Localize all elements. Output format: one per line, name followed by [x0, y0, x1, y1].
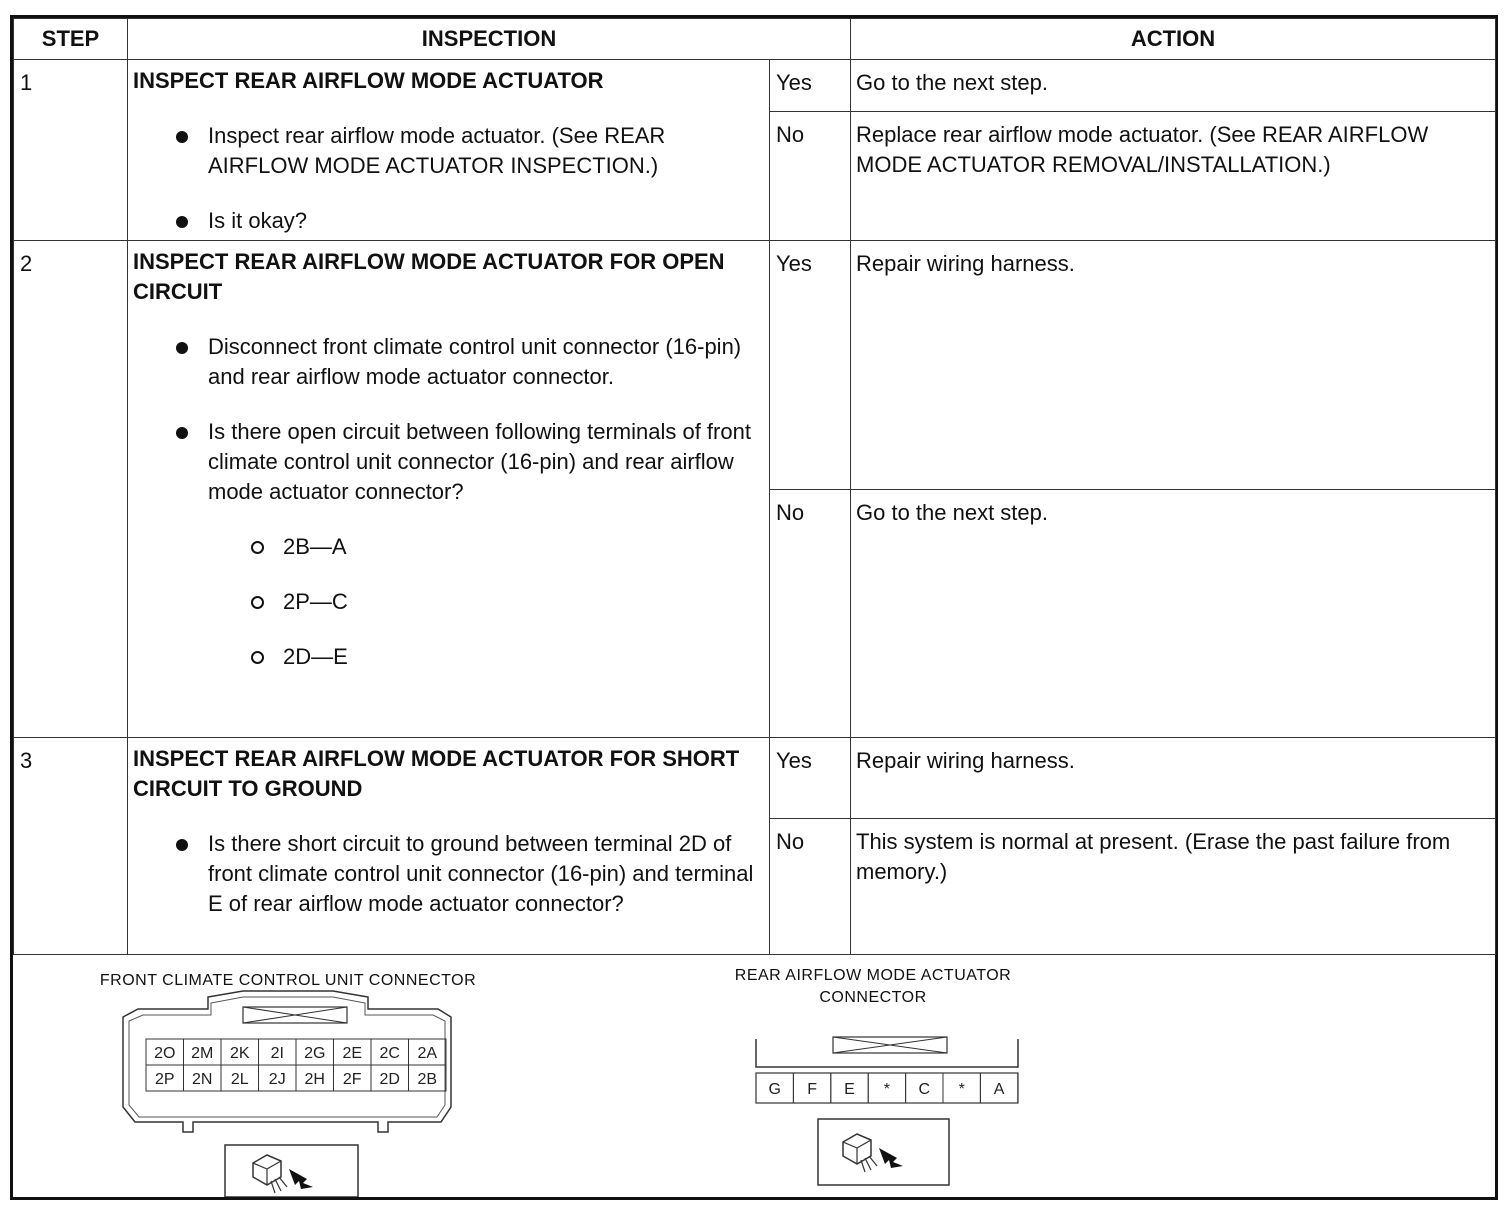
step-1-bullet-2: Is it okay? [133, 206, 761, 236]
svg-text:2M: 2M [191, 1045, 214, 1062]
sub-bullet-circle-icon [251, 541, 264, 554]
step-1-inspection [128, 60, 770, 241]
step-header: STEP [14, 19, 128, 60]
svg-text:2L: 2L [230, 1071, 249, 1088]
front-pin-2C [371, 1039, 409, 1065]
sub-bullet-circle-icon [251, 651, 264, 664]
rear-pin-E [831, 1073, 868, 1103]
step-2-yes-row [14, 241, 1496, 490]
front-pin-2L [221, 1065, 259, 1091]
step-1-title: INSPECT REAR AIRFLOW MODE ACTUATOR [133, 68, 604, 93]
svg-text:*: * [883, 1081, 891, 1098]
svg-text:2I: 2I [270, 1045, 284, 1062]
front-pin-2O [146, 1039, 184, 1065]
svg-text:2G: 2G [304, 1045, 326, 1062]
svg-text:2B: 2B [417, 1071, 438, 1088]
step-1-yes-label: Yes [770, 60, 851, 112]
step-2-no-action: Go to the next step. [851, 490, 1496, 738]
step-3-inspection [128, 738, 770, 955]
svg-text:2A: 2A [417, 1045, 438, 1062]
svg-text:2C: 2C [379, 1045, 400, 1062]
front-pin-2E [334, 1039, 372, 1065]
svg-text:E: E [844, 1081, 855, 1098]
front-pin-2H [296, 1065, 334, 1091]
rear-pin-blank [868, 1073, 905, 1103]
step-2-subitem-3: 2D—E [133, 642, 761, 672]
step-3-yes-action: Repair wiring harness. [851, 738, 1496, 819]
step-2-number: 2 [14, 241, 128, 738]
step-1-no-action: Replace rear airflow mode actuator. (See REAR AIRFLOW MODE ACTUATOR REMOVAL/INSTALLATION.) [851, 112, 1496, 241]
step-2-title: INSPECT REAR AIRFLOW MODE ACTUATOR FOR OPEN CIRCUIT [133, 249, 725, 304]
front-pin-2B [409, 1065, 447, 1091]
bullet-dot-icon [176, 342, 188, 354]
step-2-subitem-2: 2P—C [133, 587, 761, 617]
bullet-dot-icon [176, 839, 188, 851]
connector-harness-icon [253, 1155, 313, 1193]
front-pin-2N [184, 1065, 222, 1091]
rear-pin-blank [943, 1073, 980, 1103]
front-pin-2J [259, 1065, 297, 1091]
step-3-number: 3 [14, 738, 128, 955]
front-connector-top-row [146, 1039, 446, 1065]
header-row [14, 19, 1496, 60]
step-2-bullet-1: Disconnect front climate control unit connector (16-pin) and rear airflow mode actuator connector. [133, 332, 761, 392]
front-pin-2M [184, 1039, 222, 1065]
step-1-number: 1 [14, 60, 128, 241]
svg-text:2D: 2D [379, 1071, 400, 1088]
svg-text:F: F [807, 1081, 817, 1098]
front-pin-2F [334, 1065, 372, 1091]
step-2-bullet-2: Is there open circuit between following terminals of front climate control unit connector (16-pin) and rear airflow mode actuator connector? [133, 417, 761, 507]
connector-harness-icon [843, 1134, 903, 1172]
bullet-dot-icon [176, 131, 188, 143]
rear-connector-diagram [738, 1017, 1038, 1197]
step-3-title: INSPECT REAR AIRFLOW MODE ACTUATOR FOR SHORT CIRCUIT TO GROUND [133, 746, 740, 801]
bullet-dot-icon [176, 216, 188, 228]
step-2-inspection [128, 241, 770, 738]
step-2-yes-action: Repair wiring harness. [851, 241, 1496, 490]
step-1-yes-row [14, 60, 1496, 112]
step-2-no-label: No [770, 490, 851, 738]
svg-text:2F: 2F [342, 1071, 362, 1088]
sub-bullet-circle-icon [251, 596, 264, 609]
svg-text:2K: 2K [229, 1045, 250, 1062]
rear-pin-C [906, 1073, 943, 1103]
svg-text:A: A [993, 1081, 1005, 1098]
step-3-yes-label: Yes [770, 738, 851, 819]
svg-text:C: C [918, 1081, 931, 1098]
step-3-no-label: No [770, 819, 851, 955]
svg-text:2E: 2E [342, 1045, 363, 1062]
step-1-bullet-1: Inspect rear airflow mode actuator. (See REAR AIRFLOW MODE ACTUATOR INSPECTION.) [133, 121, 761, 181]
front-pin-2P [146, 1065, 184, 1091]
inspection-header: INSPECTION [128, 19, 851, 60]
action-header: ACTION [851, 19, 1496, 60]
step-3-bullet-1: Is there short circuit to ground between terminal 2D of front climate control unit connector (16-pin) and terminal E of rear airflow mode actuator connector? [133, 829, 761, 919]
svg-text:2O: 2O [154, 1045, 176, 1062]
rear-connector-caption: REAR AIRFLOW MODE ACTUATOR CONNECTOR [734, 967, 1012, 1006]
svg-text:G: G [768, 1081, 781, 1098]
rear-pin-F [793, 1073, 830, 1103]
front-connector-caption: FRONT CLIMATE CONTROL UNIT CONNECTOR [99, 972, 477, 989]
inspection-table [13, 18, 1496, 955]
step-3-yes-row [14, 738, 1496, 819]
bullet-dot-icon [176, 427, 188, 439]
front-pin-2D [371, 1065, 409, 1091]
svg-text:*: * [958, 1081, 965, 1098]
svg-text:2H: 2H [304, 1071, 325, 1088]
rear-pin-G [756, 1073, 793, 1103]
svg-text:2P: 2P [154, 1071, 175, 1088]
inspection-document [10, 15, 1498, 1200]
front-pin-2G [296, 1039, 334, 1065]
step-1-no-label: No [770, 112, 851, 241]
step-1-yes-action: Go to the next step. [851, 60, 1496, 112]
step-3-no-action: This system is normal at present. (Erase the past failure from memory.) [851, 819, 1496, 955]
step-2-yes-label: Yes [770, 241, 851, 490]
front-pin-2K [221, 1039, 259, 1065]
step-2-subitem-1: 2B—A [133, 532, 761, 562]
svg-text:2J: 2J [268, 1071, 286, 1088]
connector-diagrams [13, 957, 1495, 1200]
front-connector-diagram [113, 987, 473, 1197]
front-connector-bottom-row [146, 1065, 446, 1091]
svg-text:2N: 2N [192, 1071, 213, 1088]
rear-pin-A [980, 1073, 1017, 1103]
front-pin-2I [259, 1039, 297, 1065]
rear-connector-pin-row [756, 1073, 1018, 1103]
front-pin-2A [409, 1039, 447, 1065]
